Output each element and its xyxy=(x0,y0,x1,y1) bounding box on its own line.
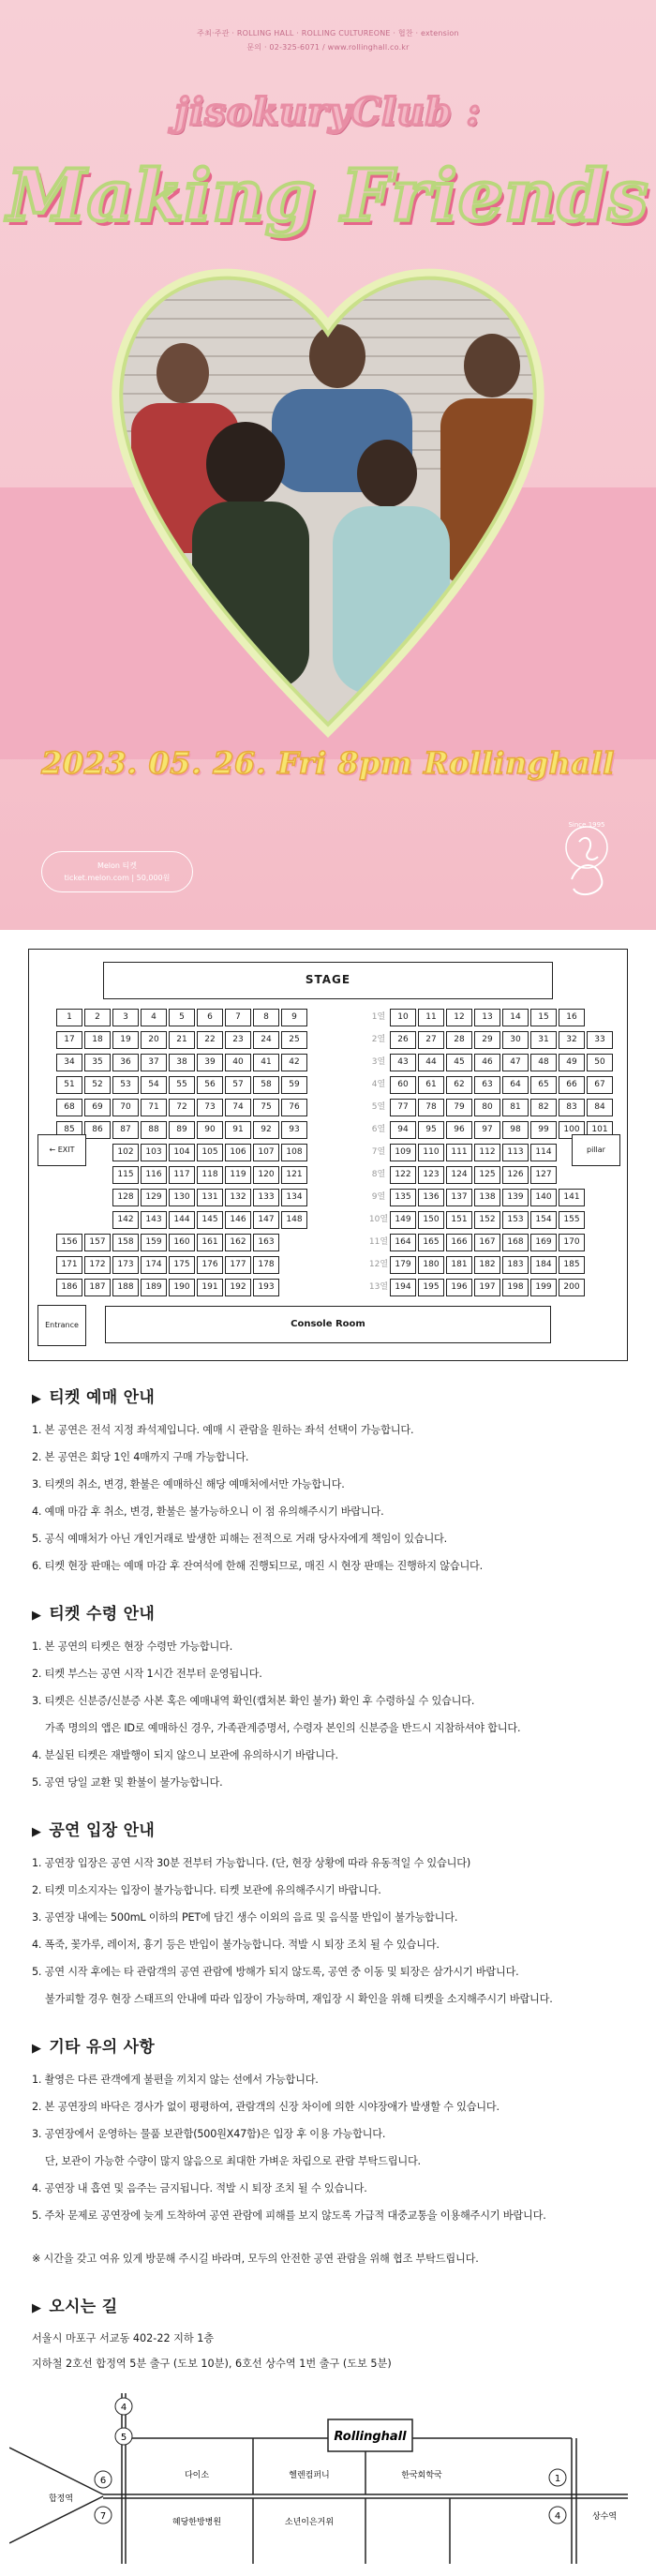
seat[interactable]: 13 xyxy=(474,1009,500,1026)
seat[interactable]: 113 xyxy=(502,1144,529,1161)
seat[interactable]: 58 xyxy=(253,1076,279,1094)
row-label: 8열 xyxy=(371,1170,386,1179)
seat[interactable]: 28 xyxy=(446,1031,472,1049)
seat[interactable]: 137 xyxy=(446,1189,472,1206)
row-label: 7열 xyxy=(371,1147,386,1157)
seat[interactable]: 186 xyxy=(56,1279,82,1296)
seat[interactable]: 125 xyxy=(474,1166,500,1184)
seat[interactable]: 1 xyxy=(56,1009,82,1026)
seat[interactable]: 189 xyxy=(141,1279,167,1296)
map-exit-4: 4 xyxy=(120,2403,127,2413)
seat[interactable]: 86 xyxy=(84,1121,111,1139)
section-title: 기타 유의 사항 xyxy=(49,2038,156,2057)
seat[interactable]: 20 xyxy=(141,1031,167,1049)
seat[interactable]: 122 xyxy=(390,1166,416,1184)
ticket-site: Melon 티켓 xyxy=(97,861,137,870)
row-label: 13열 xyxy=(368,1282,389,1292)
seat[interactable]: 157 xyxy=(84,1234,111,1251)
seat[interactable]: 79 xyxy=(446,1099,472,1116)
notice-section xyxy=(32,1600,624,1796)
map-cafe: 헬렌컴퍼니 xyxy=(289,2471,330,2480)
seat[interactable]: 82 xyxy=(530,1099,557,1116)
seat[interactable]: 141 xyxy=(559,1189,585,1206)
seat[interactable]: 61 xyxy=(418,1076,444,1094)
seat[interactable]: 51 xyxy=(56,1076,82,1094)
seat[interactable]: 177 xyxy=(225,1256,251,1274)
row-label: 11열 xyxy=(368,1237,389,1247)
concert-title: Making Friends xyxy=(7,154,649,237)
seat[interactable]: 145 xyxy=(197,1211,223,1229)
row-label: 12열 xyxy=(368,1260,389,1269)
seat[interactable]: 183 xyxy=(502,1256,529,1274)
seat[interactable]: 143 xyxy=(141,1211,167,1229)
seat[interactable]: 133 xyxy=(253,1189,279,1206)
section-line: 5. 공식 예매처가 아닌 개인거래로 발생한 피해는 전적으로 거래 당사자에게 책임이 있습니다. xyxy=(32,1533,448,1545)
seat[interactable]: 46 xyxy=(474,1054,500,1071)
seat[interactable]: 176 xyxy=(197,1256,223,1274)
seat[interactable]: 168 xyxy=(502,1234,529,1251)
seat[interactable]: 129 xyxy=(141,1189,167,1206)
seat[interactable]: 106 xyxy=(225,1144,251,1161)
seat[interactable]: 179 xyxy=(390,1256,416,1274)
section-line: 5. 공연 당일 교환 및 환불이 불가능합니다. xyxy=(32,1776,223,1789)
section-line: 1. 본 공연은 전석 지정 좌석제입니다. 예매 시 관람을 원하는 좌석 선택이 가능합니다. xyxy=(32,1424,414,1436)
seat[interactable]: 120 xyxy=(253,1166,279,1184)
row-label: 3열 xyxy=(371,1057,386,1067)
triangle-icon: ▶ xyxy=(32,1609,42,1623)
seat[interactable]: 12 xyxy=(446,1009,472,1026)
seat[interactable]: 39 xyxy=(197,1054,223,1071)
seat[interactable]: 3 xyxy=(112,1009,139,1026)
seat[interactable]: 114 xyxy=(530,1144,557,1161)
row-label: 4열 xyxy=(371,1080,386,1089)
seat[interactable]: 74 xyxy=(225,1099,251,1116)
seat[interactable]: 70 xyxy=(112,1099,139,1116)
section-line: 1. 공연장 입장은 공연 시작 30분 전부터 가능합니다. (단, 현장 상황에 따라 유동적일 수 있습니다) xyxy=(32,1857,470,1869)
seat[interactable]: 66 xyxy=(559,1076,585,1094)
row-label: 1열 xyxy=(371,1012,386,1022)
seat[interactable]: 192 xyxy=(225,1279,251,1296)
section-heading xyxy=(32,2033,624,2057)
section-title: 공연 입장 안내 xyxy=(49,1821,156,1840)
seat[interactable]: 76 xyxy=(281,1099,307,1116)
ticket-info-pill[interactable] xyxy=(41,851,193,892)
seat[interactable]: 100 xyxy=(559,1121,585,1139)
seat[interactable]: 45 xyxy=(446,1054,472,1071)
seat[interactable]: 96 xyxy=(446,1121,472,1139)
section-heading xyxy=(32,1384,624,1407)
seat[interactable]: 165 xyxy=(418,1234,444,1251)
seat[interactable]: 123 xyxy=(418,1166,444,1184)
seat[interactable]: 103 xyxy=(141,1144,167,1161)
seat[interactable]: 174 xyxy=(141,1256,167,1274)
seat[interactable]: 73 xyxy=(197,1099,223,1116)
seat[interactable]: 29 xyxy=(474,1031,500,1049)
seat[interactable]: 155 xyxy=(559,1211,585,1229)
seat[interactable]: 92 xyxy=(253,1121,279,1139)
seat[interactable]: 88 xyxy=(141,1121,167,1139)
seat[interactable]: 8 xyxy=(253,1009,279,1026)
seat[interactable]: 60 xyxy=(390,1076,416,1094)
section-line: 5. 주차 문제로 공연장에 늦게 도착하여 공연 관람에 피해를 보지 않도록 가급적 대중교통을 이용해주시기 바랍니다. xyxy=(32,2209,546,2222)
seat[interactable]: 24 xyxy=(253,1031,279,1049)
location-map xyxy=(9,2384,628,2564)
map-exit-5: 5 xyxy=(120,2433,127,2443)
seat[interactable]: 94 xyxy=(390,1121,416,1139)
seat[interactable]: 194 xyxy=(390,1279,416,1296)
seat[interactable]: 118 xyxy=(197,1166,223,1184)
section-line: 1. 본 공연의 티켓은 현장 수령만 가능합니다. xyxy=(32,1640,233,1653)
map-sangsu: 상수역 xyxy=(591,2512,618,2522)
seat[interactable]: 19 xyxy=(112,1031,139,1049)
seat[interactable]: 71 xyxy=(141,1099,167,1116)
seat[interactable]: 35 xyxy=(84,1054,111,1071)
seat[interactable]: 25 xyxy=(281,1031,307,1049)
seat[interactable]: 64 xyxy=(502,1076,529,1094)
row-label: 6열 xyxy=(371,1125,386,1134)
seat[interactable]: 17 xyxy=(56,1031,82,1049)
seat[interactable]: 144 xyxy=(169,1211,195,1229)
seat[interactable]: 83 xyxy=(559,1099,585,1116)
seat[interactable]: 11 xyxy=(418,1009,444,1026)
seat[interactable]: 55 xyxy=(169,1076,195,1094)
seat[interactable]: 166 xyxy=(446,1234,472,1251)
section-line: 3. 공연장 내에는 500mL 이하의 PET에 담긴 생수 이외의 음료 및 음식물 반입이 불가능합니다. xyxy=(32,1911,458,1924)
venue-address: 서울시 마포구 서교동 402-22 지하 1층 xyxy=(32,2332,215,2344)
seat[interactable]: 102 xyxy=(112,1144,139,1161)
notice-section xyxy=(32,1384,624,1580)
seat[interactable]: 198 xyxy=(502,1279,529,1296)
stage-box: STAGE xyxy=(103,962,553,999)
map-exit-6: 6 xyxy=(99,2476,107,2486)
seat[interactable]: 153 xyxy=(502,1211,529,1229)
seat[interactable]: 18 xyxy=(84,1031,111,1049)
seat[interactable]: 49 xyxy=(559,1054,585,1071)
seat[interactable]: 109 xyxy=(390,1144,416,1161)
seat[interactable]: 148 xyxy=(281,1211,307,1229)
section-line: 2. 티켓 미소지자는 입장이 불가능합니다. 티켓 보관에 유의해주시기 바랍니다. xyxy=(32,1884,381,1896)
map-exit-4b: 4 xyxy=(554,2511,561,2522)
seat[interactable]: 128 xyxy=(112,1189,139,1206)
section-line: 2. 본 공연장의 바닥은 경사가 없이 평평하여, 관람객의 신장 차이에 의한 시야장애가 발생할 수 있습니다. xyxy=(32,2101,499,2113)
map-exit-1: 1 xyxy=(554,2474,561,2484)
row-label: 10열 xyxy=(368,1215,389,1224)
ticket-line: ticket.melon.com | 50,000원 xyxy=(64,874,171,882)
seat[interactable]: 187 xyxy=(84,1279,111,1296)
seat[interactable]: 172 xyxy=(84,1256,111,1274)
seat[interactable]: 175 xyxy=(169,1256,195,1274)
seat[interactable]: 33 xyxy=(587,1031,613,1049)
seat[interactable]: 6 xyxy=(197,1009,223,1026)
notice-section xyxy=(32,1817,624,2013)
map-venue-label: Rollinghall xyxy=(334,2430,407,2444)
seat[interactable]: 130 xyxy=(169,1189,195,1206)
seat[interactable]: 161 xyxy=(197,1234,223,1251)
section-line: 3. 공연장에서 운영하는 물품 보관함(500원X47함)은 입장 후 이용 가능합니다. xyxy=(32,2128,386,2140)
seat[interactable]: 150 xyxy=(418,1211,444,1229)
seat[interactable]: 43 xyxy=(390,1054,416,1071)
section-line: 단, 보관이 가능한 수량이 많지 않음으로 최대한 가벼운 차림으로 관람 부탁드립니다. xyxy=(45,2155,421,2167)
seat[interactable]: 26 xyxy=(390,1031,416,1049)
seat[interactable]: 27 xyxy=(418,1031,444,1049)
seat[interactable]: 200 xyxy=(559,1279,585,1296)
seat[interactable]: 111 xyxy=(446,1144,472,1161)
seat[interactable]: 31 xyxy=(530,1031,557,1049)
seat[interactable]: 32 xyxy=(559,1031,585,1049)
seat[interactable]: 48 xyxy=(530,1054,557,1071)
seat[interactable]: 163 xyxy=(253,1234,279,1251)
seat[interactable]: 180 xyxy=(418,1256,444,1274)
seat[interactable]: 127 xyxy=(530,1166,557,1184)
section-title: 티켓 수령 안내 xyxy=(49,1605,156,1624)
seat[interactable]: 69 xyxy=(84,1099,111,1116)
poster-credits xyxy=(0,26,656,54)
section-line: 4. 분실된 티켓은 재발행이 되지 않으니 보관에 유의하시기 바랍니다. xyxy=(32,1749,338,1761)
seat[interactable]: 134 xyxy=(281,1189,307,1206)
seat[interactable]: 138 xyxy=(474,1189,500,1206)
seat[interactable]: 95 xyxy=(418,1121,444,1139)
credits-line-2: 문의 · 02-325-6071 / www.rollinghall.co.kr xyxy=(246,43,410,52)
seat[interactable]: 53 xyxy=(112,1076,139,1094)
seat[interactable]: 124 xyxy=(446,1166,472,1184)
row-label: 2열 xyxy=(371,1035,386,1044)
section-line: 3. 티켓의 취소, 변경, 환불은 예매하신 해당 예매처에서만 가능합니다. xyxy=(32,1478,345,1490)
heart-photo-frame xyxy=(0,234,656,759)
triangle-icon: ▶ xyxy=(32,1392,42,1406)
seat[interactable]: 72 xyxy=(169,1099,195,1116)
seat[interactable]: 191 xyxy=(197,1279,223,1296)
section-title: 티켓 예매 안내 xyxy=(49,1388,156,1407)
triangle-icon: ▶ xyxy=(32,1825,42,1839)
seat[interactable]: 93 xyxy=(281,1121,307,1139)
seat[interactable]: 50 xyxy=(587,1054,613,1071)
seat[interactable]: 54 xyxy=(141,1076,167,1094)
seat[interactable]: 142 xyxy=(112,1211,139,1229)
subway-directions: 지하철 2호선 합정역 5분 출구 (도보 10분), 6호선 상수역 1번 출구 (도보 5분) xyxy=(32,2358,392,2370)
directions-heading xyxy=(32,2293,624,2316)
directions-title: 오시는 길 xyxy=(49,2298,118,2316)
seat[interactable]: 22 xyxy=(197,1031,223,1049)
section-line: 4. 예매 마감 후 취소, 변경, 환불은 불가능하오니 이 점 유의해주시기 바랍니다. xyxy=(32,1505,384,1518)
seat[interactable]: 152 xyxy=(474,1211,500,1229)
seat[interactable]: 195 xyxy=(418,1279,444,1296)
map-daiso: 다이소 xyxy=(184,2471,210,2480)
seat[interactable]: 104 xyxy=(169,1144,195,1161)
seat[interactable]: 199 xyxy=(530,1279,557,1296)
seat[interactable]: 41 xyxy=(253,1054,279,1071)
seat[interactable]: 167 xyxy=(474,1234,500,1251)
seat[interactable]: 63 xyxy=(474,1076,500,1094)
seat[interactable]: 116 xyxy=(141,1166,167,1184)
heart-photo-illustration xyxy=(0,234,656,759)
seat[interactable]: 112 xyxy=(474,1144,500,1161)
seat[interactable]: 89 xyxy=(169,1121,195,1139)
section-line: 2. 본 공연은 회당 1인 4매까지 구매 가능합니다. xyxy=(32,1451,249,1463)
seat[interactable]: 91 xyxy=(225,1121,251,1139)
seat[interactable]: 126 xyxy=(502,1166,529,1184)
rollinghall-stamp-icon xyxy=(551,814,622,907)
section-line: 6. 티켓 현장 판매는 예매 마감 후 잔여석에 한해 진행되므로, 매진 시 현장 판매는 진행하지 않습니다. xyxy=(32,1560,484,1572)
seat[interactable]: 42 xyxy=(281,1054,307,1071)
seat[interactable]: 156 xyxy=(56,1234,82,1251)
directions-section xyxy=(32,2293,624,2376)
seat[interactable]: 4 xyxy=(141,1009,167,1026)
section-line: 5. 공연 시작 후에는 타 관람객의 공연 관람에 방해가 되지 않도록, 공연 중 이동 및 퇴장은 삼가시기 바랍니다. xyxy=(32,1966,519,1978)
seat[interactable]: 15 xyxy=(530,1009,557,1026)
concert-date: 2023. 05. 26. Fri 8pm Rollinghall xyxy=(41,745,615,781)
seat[interactable]: 52 xyxy=(84,1076,111,1094)
seat[interactable]: 147 xyxy=(253,1211,279,1229)
seat[interactable]: 9 xyxy=(281,1009,307,1026)
seat[interactable]: 169 xyxy=(530,1234,557,1251)
band-name: jisokuryClub : xyxy=(174,90,482,134)
seat[interactable]: 34 xyxy=(56,1054,82,1071)
map-hapjeong: 합정역 xyxy=(48,2494,74,2504)
concert-poster xyxy=(0,0,656,930)
seat[interactable]: 131 xyxy=(197,1189,223,1206)
seat[interactable]: 101 xyxy=(587,1121,613,1139)
seat[interactable]: 119 xyxy=(225,1166,251,1184)
seat[interactable]: 197 xyxy=(474,1279,500,1296)
info-sections xyxy=(0,1380,656,2376)
section-line: 4. 폭죽, 꽃가루, 레이저, 흉기 등은 반입이 불가능합니다. 적발 시 퇴장 조치 될 수 있습니다. xyxy=(32,1939,440,1951)
seat[interactable]: 80 xyxy=(474,1099,500,1116)
seat[interactable]: 10 xyxy=(390,1009,416,1026)
notice-section xyxy=(32,2033,624,2229)
seat[interactable]: 56 xyxy=(197,1076,223,1094)
seat[interactable]: 44 xyxy=(418,1054,444,1071)
section-line: 불가피할 경우 현장 스태프의 안내에 따라 입장이 가능하며, 재입장 시 확인을 위해 티켓을 소지해주시기 바랍니다. xyxy=(45,1993,553,2005)
seat[interactable]: 23 xyxy=(225,1031,251,1049)
seat[interactable]: 164 xyxy=(390,1234,416,1251)
section-line: 1. 촬영은 다른 관객에게 불편을 끼치지 않는 선에서 가능합니다. xyxy=(32,2074,319,2086)
seat[interactable]: 30 xyxy=(502,1031,529,1049)
seat[interactable]: 160 xyxy=(169,1234,195,1251)
seat[interactable]: 136 xyxy=(418,1189,444,1206)
map-school: 소년이은거위 xyxy=(284,2518,335,2527)
seat[interactable]: 196 xyxy=(446,1279,472,1296)
seat[interactable]: 36 xyxy=(112,1054,139,1071)
seat[interactable]: 159 xyxy=(141,1234,167,1251)
seat[interactable]: 90 xyxy=(197,1121,223,1139)
seat[interactable]: 162 xyxy=(225,1234,251,1251)
seat[interactable]: 171 xyxy=(56,1256,82,1274)
seat[interactable]: 14 xyxy=(502,1009,529,1026)
seating-chart xyxy=(0,949,656,1380)
seat[interactable]: 67 xyxy=(587,1076,613,1094)
seat[interactable]: 87 xyxy=(112,1121,139,1139)
seat[interactable]: 2 xyxy=(84,1009,111,1026)
seat[interactable]: 59 xyxy=(281,1076,307,1094)
seat[interactable]: 84 xyxy=(587,1099,613,1116)
seat[interactable]: 193 xyxy=(253,1279,279,1296)
closing-notice: ※ 시간을 갖고 여유 있게 방문해 주시길 바라며, 모두의 안전한 공연 관람을 위해 협조 부탁드립니다. xyxy=(32,2253,479,2265)
map-hospital: 혜당한방병원 xyxy=(171,2518,222,2527)
triangle-icon: ▶ xyxy=(32,2042,42,2056)
seat[interactable]: 158 xyxy=(112,1234,139,1251)
seat[interactable]: 62 xyxy=(446,1076,472,1094)
section-heading xyxy=(32,1817,624,1840)
seat[interactable]: 77 xyxy=(390,1099,416,1116)
console-room-box: Console Room xyxy=(105,1306,551,1343)
seat[interactable]: 99 xyxy=(530,1121,557,1139)
seat[interactable]: 151 xyxy=(446,1211,472,1229)
seat[interactable]: 81 xyxy=(502,1099,529,1116)
triangle-icon: ▶ xyxy=(32,2301,42,2315)
seat[interactable]: 85 xyxy=(56,1121,82,1139)
seat[interactable]: 132 xyxy=(225,1189,251,1206)
seat[interactable]: 117 xyxy=(169,1166,195,1184)
seat[interactable]: 173 xyxy=(112,1256,139,1274)
seat[interactable]: 65 xyxy=(530,1076,557,1094)
section-line: 3. 티켓은 신분증/신분증 사본 혹은 예매내역 확인(캡쳐본 확인 불가) 확인 후 수령하실 수 있습니다. xyxy=(32,1695,475,1707)
row-label: 5열 xyxy=(371,1102,386,1112)
stamp-text: Since 1995 xyxy=(568,821,605,829)
section-line: 2. 티켓 부스는 공연 시작 1시간 전부터 운영됩니다. xyxy=(32,1668,262,1680)
seat[interactable]: 110 xyxy=(418,1144,444,1161)
seat[interactable]: 115 xyxy=(112,1166,139,1184)
seat[interactable]: 181 xyxy=(446,1256,472,1274)
seat[interactable]: 184 xyxy=(530,1256,557,1274)
pillar-box: pillar xyxy=(572,1134,620,1166)
seat[interactable]: 149 xyxy=(390,1211,416,1229)
seat[interactable]: 5 xyxy=(169,1009,195,1026)
seat[interactable]: 121 xyxy=(281,1166,307,1184)
seat[interactable]: 178 xyxy=(253,1256,279,1274)
section-line: 가족 명의의 앱은 ID로 예매하신 경우, 가족관계증명서, 수령자 본인의 신분증을 반드시 지참하셔야 합니다. xyxy=(45,1722,521,1734)
notice-section-list xyxy=(32,1384,624,2229)
seat[interactable]: 40 xyxy=(225,1054,251,1071)
seat[interactable]: 98 xyxy=(502,1121,529,1139)
credits-line-1: 주최·주관 · ROLLING HALL · ROLLING CULTUREONE · 협찬 · extension xyxy=(197,29,459,37)
map-exit-7: 7 xyxy=(99,2511,107,2522)
seat[interactable]: 38 xyxy=(169,1054,195,1071)
seat[interactable]: 190 xyxy=(169,1279,195,1296)
seat[interactable]: 57 xyxy=(225,1076,251,1094)
seat[interactable]: 135 xyxy=(390,1189,416,1206)
entrance-box: Entrance xyxy=(37,1305,86,1346)
seat[interactable]: 107 xyxy=(253,1144,279,1161)
seat[interactable]: 7 xyxy=(225,1009,251,1026)
seat[interactable]: 75 xyxy=(253,1099,279,1116)
seat[interactable]: 37 xyxy=(141,1054,167,1071)
seat[interactable]: 154 xyxy=(530,1211,557,1229)
seat[interactable]: 188 xyxy=(112,1279,139,1296)
section-heading xyxy=(32,1600,624,1624)
seat[interactable]: 185 xyxy=(559,1256,585,1274)
seat[interactable]: 139 xyxy=(502,1189,529,1206)
street-map-illustration xyxy=(9,2384,628,2564)
row-label: 9열 xyxy=(371,1192,386,1202)
seat[interactable]: 108 xyxy=(281,1144,307,1161)
seat[interactable]: 97 xyxy=(474,1121,500,1139)
seat[interactable]: 68 xyxy=(56,1099,82,1116)
seat[interactable]: 21 xyxy=(169,1031,195,1049)
section-line: 4. 공연장 내 흡연 및 음주는 금지됩니다. 적발 시 퇴장 조치 될 수 있습니다. xyxy=(32,2182,367,2194)
seat[interactable]: 105 xyxy=(197,1144,223,1161)
seat[interactable]: 78 xyxy=(418,1099,444,1116)
seat[interactable]: 140 xyxy=(530,1189,557,1206)
seat[interactable]: 47 xyxy=(502,1054,529,1071)
map-church: 한국회학국 xyxy=(401,2471,442,2480)
seat[interactable]: 170 xyxy=(559,1234,585,1251)
seat[interactable]: 182 xyxy=(474,1256,500,1274)
seat[interactable]: 146 xyxy=(225,1211,251,1229)
seat[interactable]: 16 xyxy=(559,1009,585,1026)
exit-box: ← EXIT xyxy=(37,1134,86,1166)
